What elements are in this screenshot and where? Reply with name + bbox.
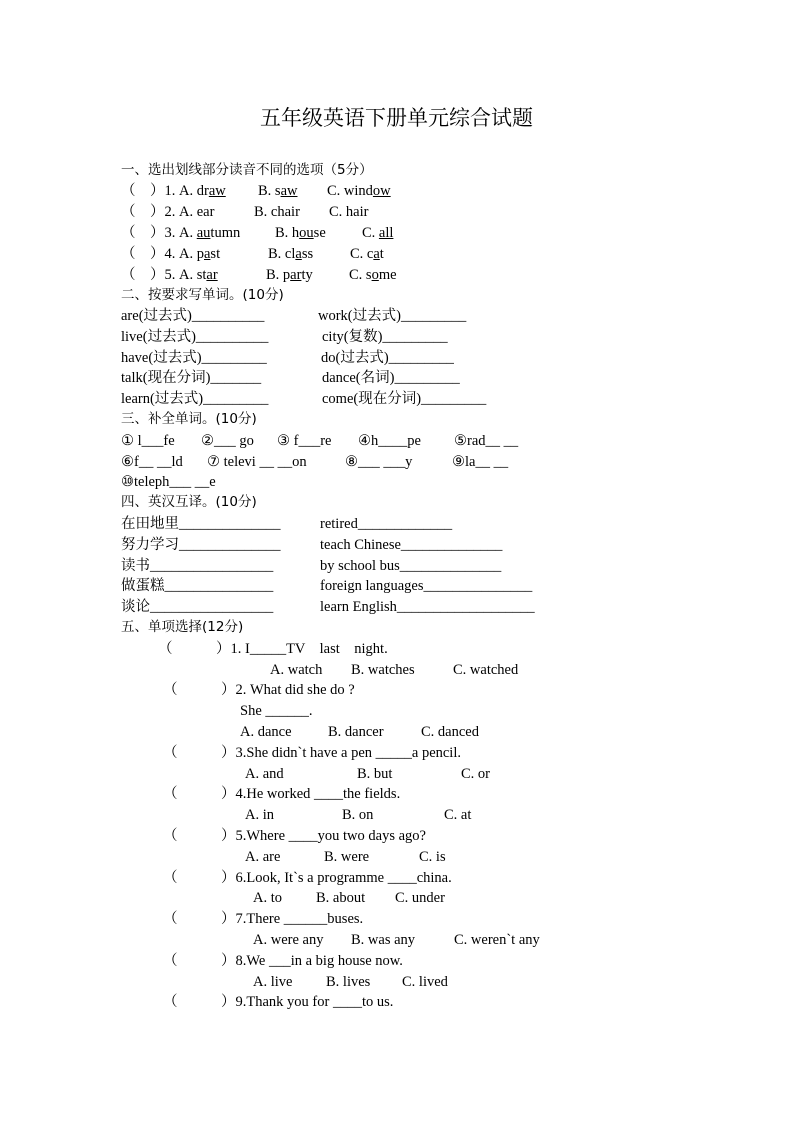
s2-row1-right: work(过去式)_________ bbox=[318, 308, 467, 324]
s2-row3-left: have(过去式)_________ bbox=[121, 350, 267, 366]
s3-item-8: ⑧___ ___y bbox=[345, 454, 413, 470]
s5-q3-c: C. or bbox=[461, 766, 490, 782]
s5-q4-a: A. in bbox=[245, 807, 274, 823]
s5-q9: （ ）9.Thank you for ____to us. bbox=[163, 994, 394, 1010]
s2-row5-right: come(现在分词)_________ bbox=[322, 391, 487, 407]
s1-q1-b: B. saw bbox=[258, 183, 298, 199]
s5-q4-c: C. at bbox=[444, 807, 472, 823]
s5-q5-b: B. were bbox=[324, 849, 370, 865]
s1-q4-c: C. cat bbox=[350, 246, 384, 262]
s1-q3: （ ）3. A. autumn bbox=[121, 225, 241, 241]
s3-item-10: ⑩teleph___ __e bbox=[121, 474, 216, 490]
s3-item-1: ① l___fe bbox=[121, 433, 175, 449]
s4-row3-right: by school bus______________ bbox=[320, 558, 502, 574]
section-2-heading: 二、按要求写单词。(10分) bbox=[121, 287, 284, 303]
s1-q3-b: B. house bbox=[275, 225, 326, 241]
s1-q5-b: B. party bbox=[266, 267, 313, 283]
s5-q5-c: C. is bbox=[419, 849, 446, 865]
s3-item-6: ⑥f__ __ld bbox=[121, 454, 183, 470]
s3-item-4: ④h____pe bbox=[358, 433, 421, 449]
s5-q1-a: A. watch bbox=[270, 662, 323, 678]
section-4-heading: 四、英汉互译。(10分) bbox=[121, 494, 257, 510]
s2-row3-right: do(过去式)_________ bbox=[321, 350, 454, 366]
s5-q5: （ ）5.Where ____you two days ago? bbox=[163, 828, 426, 844]
s3-item-2: ②___ go bbox=[201, 433, 254, 449]
page-title: 五年级英语下册单元综合试题 bbox=[260, 106, 533, 130]
s5-q1: （ ）1. I_____TV last night. bbox=[158, 641, 388, 657]
section-5-heading: 五、单项选择(12分) bbox=[121, 619, 244, 635]
s1-q4: （ ）4. A. past bbox=[121, 246, 221, 262]
s5-q4-b: B. on bbox=[342, 807, 374, 823]
s2-row2-left: live(过去式)__________ bbox=[121, 329, 269, 345]
s5-q5-a: A. are bbox=[245, 849, 281, 865]
s5-q7-b: B. was any bbox=[351, 932, 416, 948]
s5-q2-b: B. dancer bbox=[328, 724, 384, 740]
section-1-heading: 一、选出划线部分读音不同的选项（5分） bbox=[121, 162, 373, 178]
s5-q7-a: A. were any bbox=[253, 932, 324, 948]
s1-q1: （ ）1. A. draw bbox=[121, 183, 226, 199]
s5-q6-b: B. about bbox=[316, 890, 366, 906]
s2-row1-left: are(过去式)__________ bbox=[121, 308, 265, 324]
s5-q6: （ ）6.Look, It`s a programme ____china. bbox=[163, 870, 452, 886]
s5-q2-a: A. dance bbox=[240, 724, 292, 740]
s4-row5-left: 谈论_________________ bbox=[121, 599, 274, 615]
s4-row3-left: 读书_________________ bbox=[121, 558, 274, 574]
s5-q3-a: A. and bbox=[245, 766, 284, 782]
s4-row5-right: learn English___________________ bbox=[320, 599, 535, 615]
s1-q1-c: C. window bbox=[327, 183, 391, 199]
s4-row1-left: 在田地里______________ bbox=[121, 516, 281, 532]
s2-row4-right: dance(名词)_________ bbox=[322, 370, 460, 386]
s5-q1-c: C. watched bbox=[453, 662, 519, 678]
s5-q8-c: C. lived bbox=[402, 974, 448, 990]
s5-q7: （ ）7.There ______buses. bbox=[163, 911, 364, 927]
s5-q8-a: A. live bbox=[253, 974, 293, 990]
s3-item-3: ③ f___re bbox=[277, 433, 332, 449]
s2-row5-left: learn(过去式)_________ bbox=[121, 391, 269, 407]
s3-item-9: ⑨la__ __ bbox=[452, 454, 509, 470]
s1-q2-c: C. hair bbox=[329, 204, 369, 220]
s4-row2-right: teach Chinese______________ bbox=[320, 537, 503, 553]
s4-row1-right: retired_____________ bbox=[320, 516, 453, 532]
s4-row4-left: 做蛋糕_______________ bbox=[121, 578, 274, 594]
s5-q7-c: C. weren`t any bbox=[454, 932, 540, 948]
s1-q4-b: B. class bbox=[268, 246, 314, 262]
s3-item-5: ⑤rad__ __ bbox=[454, 433, 519, 449]
s3-item-7: ⑦ televi __ __on bbox=[207, 454, 307, 470]
s5-q2-c: C. danced bbox=[421, 724, 479, 740]
s5-q3-b: B. but bbox=[357, 766, 393, 782]
s1-q2-b: B. chair bbox=[254, 204, 300, 220]
s4-row2-left: 努力学习______________ bbox=[121, 537, 281, 553]
s1-q5-c: C. some bbox=[349, 267, 397, 283]
s5-q8-b: B. lives bbox=[326, 974, 371, 990]
s5-q6-a: A. to bbox=[253, 890, 282, 906]
s1-q5: （ ）5. A. star bbox=[121, 267, 218, 283]
s1-q3-c: C. all bbox=[362, 225, 394, 241]
s4-row4-right: foreign languages_______________ bbox=[320, 578, 533, 594]
s2-row2-right: city(复数)_________ bbox=[322, 329, 448, 345]
s5-q3: （ ）3.She didn`t have a pen _____a pencil. bbox=[163, 745, 461, 761]
s5-q6-c: C. under bbox=[395, 890, 445, 906]
s5-q2-sub: She ______. bbox=[240, 703, 313, 719]
s5-q2: （ ）2. What did she do ? bbox=[163, 682, 355, 698]
s5-q8: （ ）8.We ___in a big house now. bbox=[163, 953, 403, 969]
s2-row4-left: talk(现在分词)_______ bbox=[121, 370, 262, 386]
section-3-heading: 三、补全单词。(10分) bbox=[121, 411, 257, 427]
s5-q4: （ ）4.He worked ____the fields. bbox=[163, 786, 401, 802]
s5-q1-b: B. watches bbox=[351, 662, 415, 678]
s1-q2: （ ）2. A. ear bbox=[121, 204, 215, 220]
